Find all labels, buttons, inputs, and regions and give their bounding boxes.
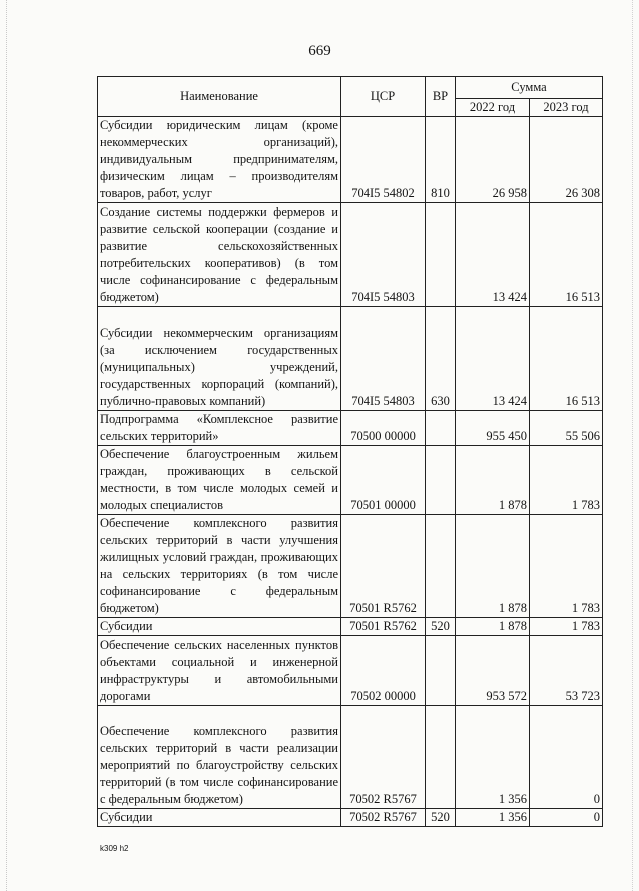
scan-edge-left xyxy=(6,0,8,891)
cell-vr xyxy=(426,411,456,446)
cell-2022: 1 878 xyxy=(456,515,530,618)
cell-name: Обеспечение комплексного развития сельских территорий в части улучшения жилищных условий граждан, проживающих на сельских территориях (в том числе софинансирование с федеральным бюджетом) xyxy=(98,515,341,618)
header-csr: ЦСР xyxy=(341,77,426,117)
cell-vr xyxy=(426,636,456,706)
cell-2023: 1 783 xyxy=(530,515,603,618)
cell-name: Субсидии xyxy=(98,618,341,636)
cell-csr: 70500 00000 xyxy=(341,411,426,446)
cell-csr: 70502 00000 xyxy=(341,636,426,706)
table-row xyxy=(98,618,603,636)
cell-2022: 1 878 xyxy=(456,618,530,636)
cell-vr: 810 xyxy=(426,117,456,203)
header-name: Наименование xyxy=(98,77,341,117)
cell-vr: 520 xyxy=(426,809,456,827)
cell-name: Субсидии некоммерческим организациям (за исключением государственных (муниципальных) учреждений, государственных корпораций (компаний), публично-правовых компаний) xyxy=(98,307,341,411)
cell-2023: 26 308 xyxy=(530,117,603,203)
cell-2022: 1 356 xyxy=(456,706,530,809)
cell-2022: 26 958 xyxy=(456,117,530,203)
cell-vr xyxy=(426,706,456,809)
header-year-2022: 2022 год xyxy=(456,99,530,117)
cell-2022: 1 356 xyxy=(456,809,530,827)
cell-2023: 0 xyxy=(530,706,603,809)
cell-vr xyxy=(426,203,456,307)
cell-name: Создание системы поддержки фермеров и развитие сельской кооперации (создание и развитие сельскохозяйственных потребительских кооперативов) (в том числе софинансирование с федеральным бюджетом) xyxy=(98,203,341,307)
cell-csr: 704I5 54803 xyxy=(341,203,426,307)
table-row xyxy=(98,515,603,618)
cell-2023: 55 506 xyxy=(530,411,603,446)
cell-2023: 53 723 xyxy=(530,636,603,706)
budget-table xyxy=(97,76,603,827)
table-row xyxy=(98,117,603,203)
cell-2023: 1 783 xyxy=(530,618,603,636)
footer-code: k309 h2 xyxy=(100,844,129,853)
cell-name: Субсидии xyxy=(98,809,341,827)
header-year-2023: 2023 год xyxy=(530,99,603,117)
header-vr: ВР xyxy=(426,77,456,117)
table-row xyxy=(98,411,603,446)
cell-2022: 953 572 xyxy=(456,636,530,706)
table-row xyxy=(98,307,603,411)
cell-name: Субсидии юридическим лицам (кроме некоммерческих организаций), индивидуальным предпринимателям, физическим лицам – производителям товаров, работ, услуг xyxy=(98,117,341,203)
table-row xyxy=(98,706,603,809)
cell-csr: 704I5 54802 xyxy=(341,117,426,203)
table-row xyxy=(98,809,603,827)
cell-vr: 520 xyxy=(426,618,456,636)
cell-2023: 16 513 xyxy=(530,307,603,411)
cell-name: Обеспечение благоустроенным жильем граждан, проживающих в сельской местности, в том числе молодых семей и молодых специалистов xyxy=(98,446,341,515)
cell-2022: 1 878 xyxy=(456,446,530,515)
cell-csr: 70501 R5762 xyxy=(341,618,426,636)
scan-edge-right xyxy=(632,0,634,891)
cell-csr: 70502 R5767 xyxy=(341,809,426,827)
page-number: 669 xyxy=(308,43,331,59)
cell-2023: 16 513 xyxy=(530,203,603,307)
cell-csr: 70502 R5767 xyxy=(341,706,426,809)
cell-name: Подпрограмма «Комплексное развитие сельских территорий» xyxy=(98,411,341,446)
table-row xyxy=(98,636,603,706)
cell-name: Обеспечение сельских населенных пунктов объектами социальной и инженерной инфраструктуры и автомобильными дорогами xyxy=(98,636,341,706)
cell-2023: 1 783 xyxy=(530,446,603,515)
cell-vr: 630 xyxy=(426,307,456,411)
table-row xyxy=(98,203,603,307)
cell-csr: 70501 00000 xyxy=(341,446,426,515)
header-sum: Сумма xyxy=(456,77,603,99)
cell-vr xyxy=(426,515,456,618)
cell-csr: 704I5 54803 xyxy=(341,307,426,411)
cell-2022: 13 424 xyxy=(456,203,530,307)
cell-2022: 13 424 xyxy=(456,307,530,411)
cell-2022: 955 450 xyxy=(456,411,530,446)
table-row xyxy=(98,446,603,515)
cell-vr xyxy=(426,446,456,515)
cell-csr: 70501 R5762 xyxy=(341,515,426,618)
cell-2023: 0 xyxy=(530,809,603,827)
cell-name: Обеспечение комплексного развития сельских территорий в части реализации мероприятий по благоустройству сельских территорий (в том числе софинансирование с федеральным бюджетом) xyxy=(98,706,341,809)
